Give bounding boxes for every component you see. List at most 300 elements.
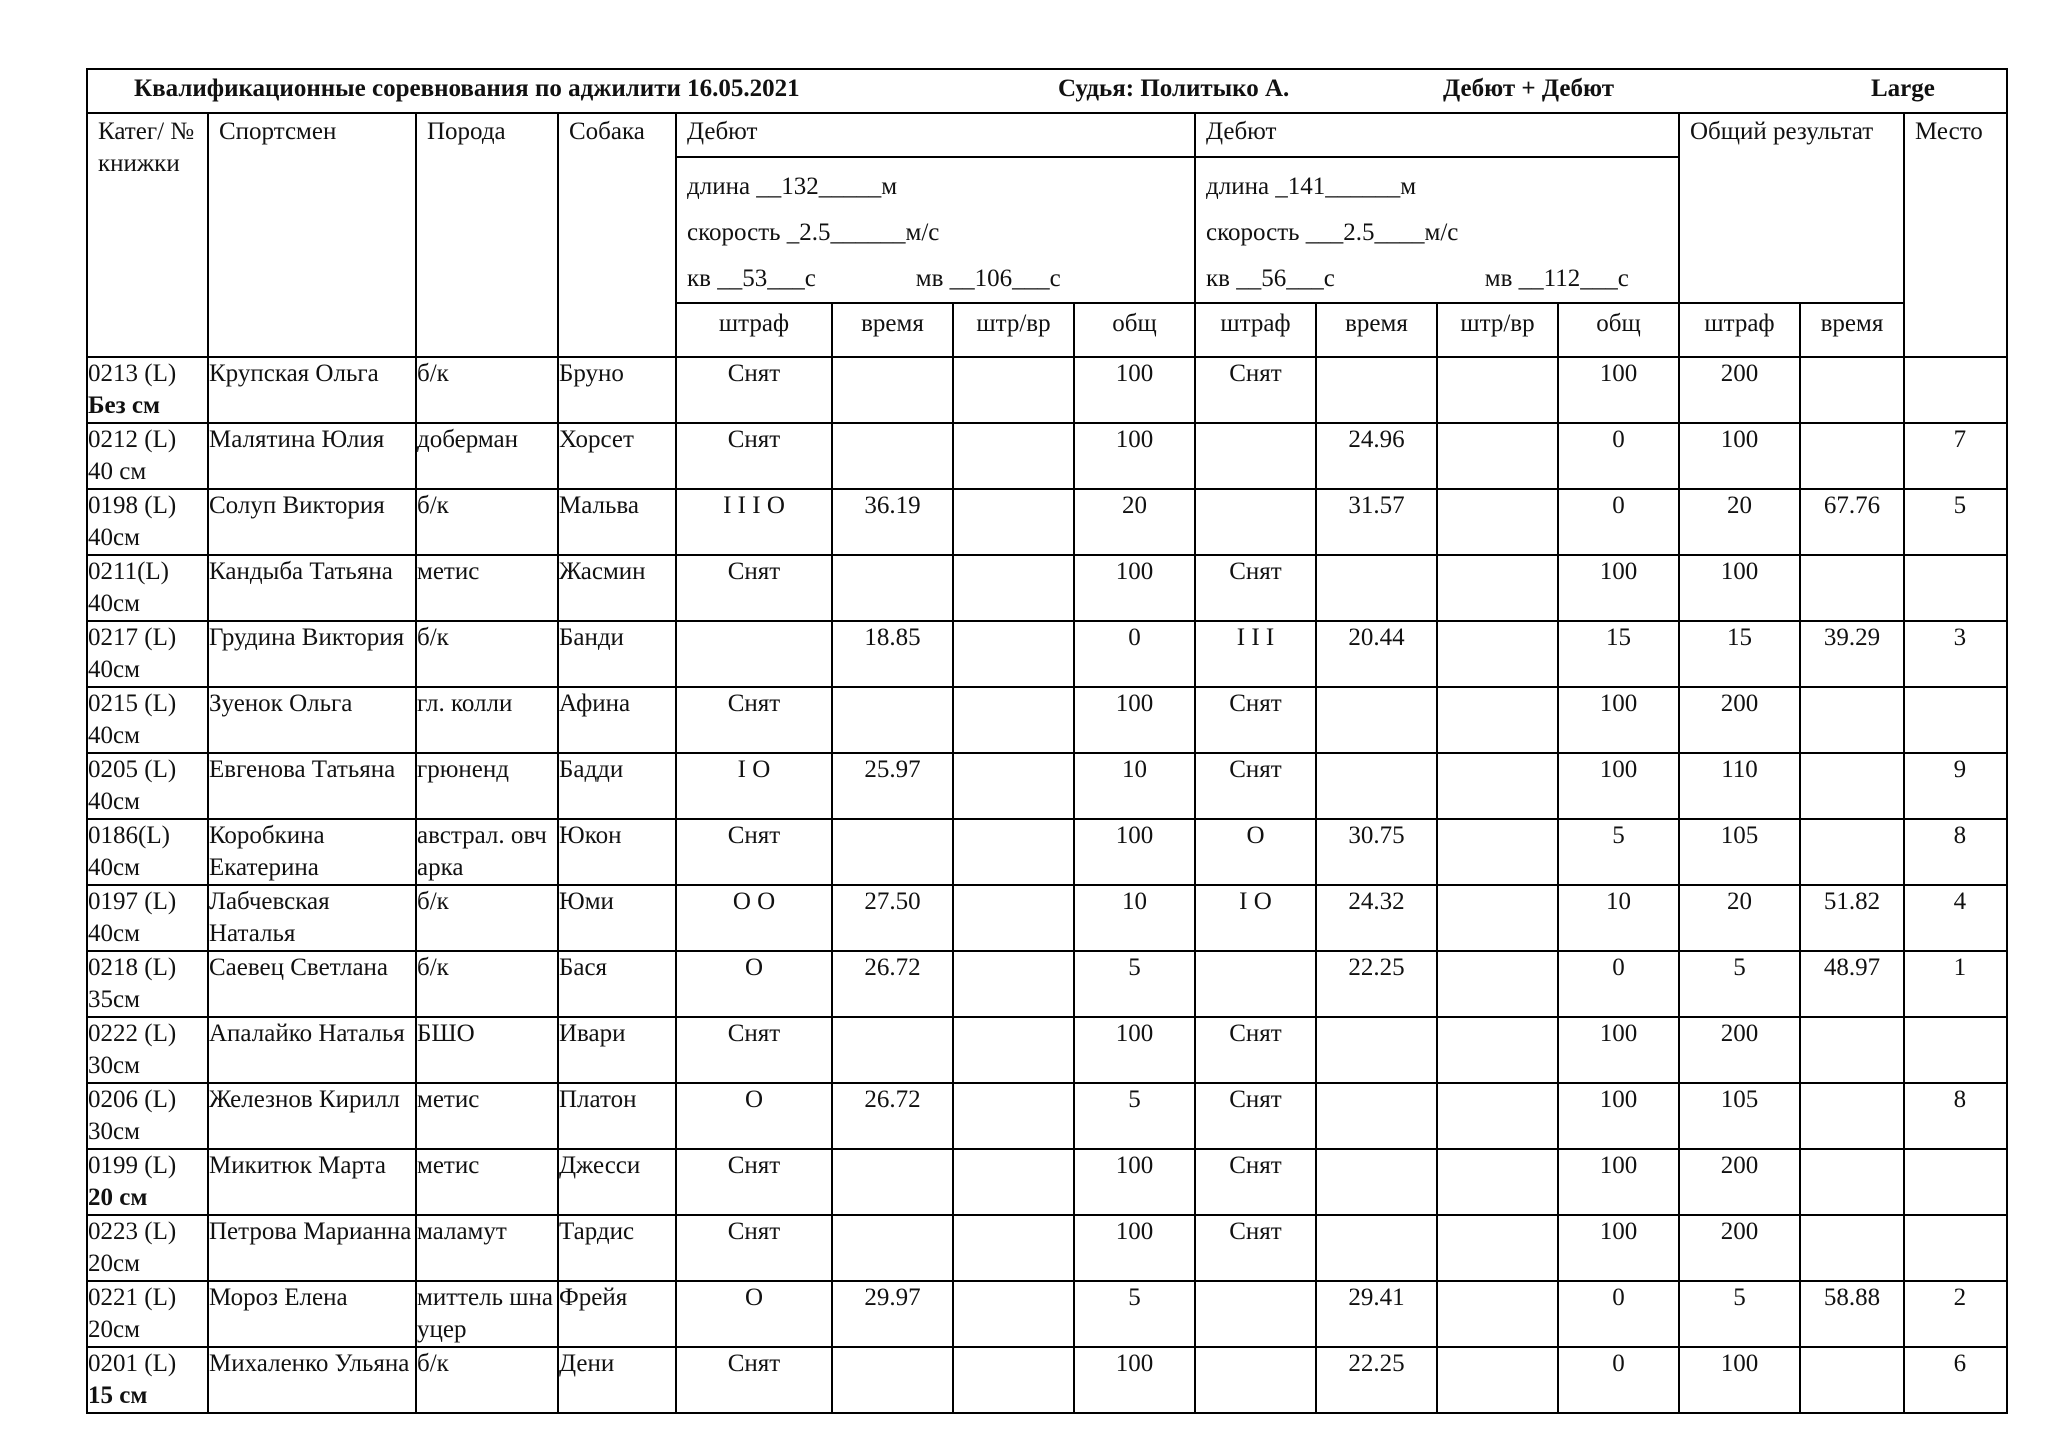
category-cell — [87, 1281, 208, 1347]
total-penalty: 20 — [1679, 489, 1800, 555]
table-row — [87, 357, 2007, 423]
round2-time — [1316, 1149, 1437, 1215]
place — [1904, 555, 2007, 621]
dog-name: Жасмин — [558, 555, 676, 621]
col-athlete-header: Спортсмен — [208, 113, 416, 357]
round1-sum: 10 — [1074, 885, 1195, 951]
round1-sum-header: общ — [1074, 303, 1195, 357]
total-time: 39.29 — [1800, 621, 1904, 687]
dog-height: 20см — [88, 1250, 140, 1277]
round1-time — [832, 1017, 953, 1083]
round2-time — [1316, 1215, 1437, 1281]
category-cell — [87, 687, 208, 753]
round2-sum: 0 — [1558, 423, 1679, 489]
category-cell — [87, 819, 208, 885]
dog-name: Бася — [558, 951, 676, 1017]
total-time — [1800, 687, 1904, 753]
col-category-header: Катег/ № книжки — [87, 113, 208, 357]
total-time — [1800, 1017, 1904, 1083]
round2-time: 24.32 — [1316, 885, 1437, 951]
athlete-name: Коробкина Екатерина — [208, 819, 416, 885]
dog-name: Бадди — [558, 753, 676, 819]
round2-pentime-header: штр/вр — [1437, 303, 1558, 357]
round2-penalty: Снят — [1195, 357, 1316, 423]
athlete-name: Кандыба Татьяна — [208, 555, 416, 621]
total-time: 67.76 — [1800, 489, 1904, 555]
total-time — [1800, 1083, 1904, 1149]
dog-name: Платон — [558, 1083, 676, 1149]
athlete-name: Петрова Марианна — [208, 1215, 416, 1281]
round1-penalty: Снят — [676, 819, 832, 885]
place — [1904, 1149, 2007, 1215]
book-number: 0215 (L) — [88, 690, 177, 717]
athlete-name: Зуенок Ольга — [208, 687, 416, 753]
category-cell — [87, 357, 208, 423]
results-table — [86, 68, 2008, 1414]
round1-time — [832, 1215, 953, 1281]
athlete-name: Солуп Виктория — [208, 489, 416, 555]
book-number: 0199 (L) — [88, 1152, 177, 1179]
round1-sum: 100 — [1074, 357, 1195, 423]
athlete-name: Апалайко Наталья — [208, 1017, 416, 1083]
breed: метис — [416, 1149, 558, 1215]
round2-sum-header: общ — [1558, 303, 1679, 357]
breed: б/к — [416, 1347, 558, 1413]
total-time — [1800, 1215, 1904, 1281]
round2-penalty: I O — [1195, 885, 1316, 951]
round2-penalty — [1195, 423, 1316, 489]
place: 7 — [1904, 423, 2007, 489]
table-row — [87, 555, 2007, 621]
round1-time — [832, 357, 953, 423]
total-time — [1800, 819, 1904, 885]
round1-pentime — [953, 1149, 1074, 1215]
round2-time — [1316, 753, 1437, 819]
round1-sum: 100 — [1074, 819, 1195, 885]
breed: гл. колли — [416, 687, 558, 753]
athlete-name: Грудина Виктория — [208, 621, 416, 687]
book-number: 0206 (L) — [88, 1086, 177, 1113]
round1-pentime — [953, 555, 1074, 621]
round1-pentime — [953, 951, 1074, 1017]
category-cell — [87, 423, 208, 489]
table-row — [87, 753, 2007, 819]
round2-pentime — [1437, 423, 1558, 489]
round1-pentime — [953, 885, 1074, 951]
round1-penalty: O — [676, 951, 832, 1017]
round2-penalty: Снят — [1195, 1215, 1316, 1281]
total-penalty: 100 — [1679, 1347, 1800, 1413]
round1-penalty: Снят — [676, 1347, 832, 1413]
dog-height: 40 см — [88, 458, 147, 485]
dog-name: Ивари — [558, 1017, 676, 1083]
total-time — [1800, 753, 1904, 819]
category-cell — [87, 1215, 208, 1281]
round1-pentime — [953, 1347, 1074, 1413]
breed: б/к — [416, 357, 558, 423]
round1-time — [832, 1347, 953, 1413]
breed: метис — [416, 555, 558, 621]
book-number: 0197 (L) — [88, 888, 177, 915]
athlete-name: Микитюк Марта — [208, 1149, 416, 1215]
round2-time — [1316, 357, 1437, 423]
dog-name: Дени — [558, 1347, 676, 1413]
round2-penalty: Снят — [1195, 687, 1316, 753]
round2-sum: 0 — [1558, 489, 1679, 555]
round1-sum: 5 — [1074, 1281, 1195, 1347]
total-penalty: 200 — [1679, 1215, 1800, 1281]
round2-time — [1316, 1083, 1437, 1149]
format-label: Дебют + Дебют — [1443, 75, 1615, 102]
round1-penalty: Снят — [676, 555, 832, 621]
total-penalty: 200 — [1679, 1149, 1800, 1215]
total-time — [1800, 357, 1904, 423]
round1-pentime — [953, 819, 1074, 885]
dog-height: 40см — [88, 656, 140, 683]
round1-penalty: Снят — [676, 423, 832, 489]
table-row — [87, 1347, 2007, 1413]
total-penalty: 110 — [1679, 753, 1800, 819]
round2-sum: 0 — [1558, 1347, 1679, 1413]
book-number: 0198 (L) — [88, 492, 177, 519]
round2-penalty: Снят — [1195, 753, 1316, 819]
dog-height: 30см — [88, 1118, 140, 1145]
round2-pentime — [1437, 753, 1558, 819]
round1-sum: 5 — [1074, 951, 1195, 1017]
round1-penalty: I I I O — [676, 489, 832, 555]
place: 9 — [1904, 753, 2007, 819]
round2-pentime — [1437, 1347, 1558, 1413]
book-number: 0201 (L) — [88, 1350, 177, 1377]
round1-time: 36.19 — [832, 489, 953, 555]
book-number: 0186(L) — [88, 822, 170, 849]
round1-penalty-header: штраф — [676, 303, 832, 357]
athlete-name: Железнов Кирилл — [208, 1083, 416, 1149]
round2-sum: 100 — [1558, 357, 1679, 423]
round1-time: 25.97 — [832, 753, 953, 819]
round1-penalty: Снят — [676, 1215, 832, 1281]
total-penalty: 5 — [1679, 1281, 1800, 1347]
round2-pentime — [1437, 885, 1558, 951]
round2-time-header: время — [1316, 303, 1437, 357]
round1-time: 26.72 — [832, 1083, 953, 1149]
place: 6 — [1904, 1347, 2007, 1413]
round1-sum: 5 — [1074, 1083, 1195, 1149]
breed: австрал. овчарка — [416, 819, 558, 885]
round2-speed: скорость ___2.5____м/с — [1206, 219, 1459, 246]
round1-time — [832, 555, 953, 621]
book-number: 0222 (L) — [88, 1020, 177, 1047]
dog-height: 40см — [88, 788, 140, 815]
book-number: 0212 (L) — [88, 426, 177, 453]
round2-sct: кв __56___с — [1206, 265, 1335, 292]
round2-sum: 100 — [1558, 687, 1679, 753]
title-bar — [87, 69, 2007, 113]
athlete-name: Евгенова Татьяна — [208, 753, 416, 819]
round2-penalty — [1195, 1281, 1316, 1347]
round2-penalty: Снят — [1195, 1083, 1316, 1149]
dog-height: 40см — [88, 854, 140, 881]
round2-sum: 10 — [1558, 885, 1679, 951]
round1-penalty: Снят — [676, 1017, 832, 1083]
round2-mct: мв __112___с — [1484, 265, 1629, 292]
category-cell — [87, 555, 208, 621]
book-number: 0218 (L) — [88, 954, 177, 981]
col-breed-header: Порода — [416, 113, 558, 357]
round2-time — [1316, 1017, 1437, 1083]
category-cell — [87, 753, 208, 819]
dog-height: 20 см — [88, 1184, 148, 1211]
round2-time: 22.25 — [1316, 951, 1437, 1017]
class-label: Large — [1871, 75, 1935, 102]
round2-penalty: Снят — [1195, 1149, 1316, 1215]
place: 3 — [1904, 621, 2007, 687]
round2-pentime — [1437, 951, 1558, 1017]
total-time: 51.82 — [1800, 885, 1904, 951]
round2-pentime — [1437, 1281, 1558, 1347]
round2-penalty-header: штраф — [1195, 303, 1316, 357]
table-row — [87, 687, 2007, 753]
round1-pentime — [953, 1281, 1074, 1347]
breed: БШО — [416, 1017, 558, 1083]
judge-label: Судья: Политыко А. — [1058, 75, 1290, 102]
category-cell — [87, 1017, 208, 1083]
dog-name: Юми — [558, 885, 676, 951]
round2-sum: 0 — [1558, 1281, 1679, 1347]
place: 8 — [1904, 1083, 2007, 1149]
round2-sum: 100 — [1558, 1017, 1679, 1083]
breed: б/к — [416, 951, 558, 1017]
total-penalty: 200 — [1679, 1017, 1800, 1083]
table-row — [87, 489, 2007, 555]
round1-time: 18.85 — [832, 621, 953, 687]
place: 5 — [1904, 489, 2007, 555]
athlete-name: Лабчевская Наталья — [208, 885, 416, 951]
total-time-header: время — [1800, 303, 1904, 357]
dog-height: 30см — [88, 1052, 140, 1079]
round2-pentime — [1437, 1215, 1558, 1281]
total-time — [1800, 423, 1904, 489]
dog-height: 40см — [88, 590, 140, 617]
round2-pentime — [1437, 555, 1558, 621]
round2-pentime — [1437, 819, 1558, 885]
dog-height: 35см — [88, 986, 140, 1013]
athlete-name: Саевец Светлана — [208, 951, 416, 1017]
round2-sum: 100 — [1558, 1149, 1679, 1215]
round1-pentime — [953, 621, 1074, 687]
place — [1904, 357, 2007, 423]
place — [1904, 1215, 2007, 1281]
round2-time: 30.75 — [1316, 819, 1437, 885]
table-row — [87, 1149, 2007, 1215]
round1-penalty: Снят — [676, 687, 832, 753]
dog-height: 40см — [88, 722, 140, 749]
round2-penalty — [1195, 489, 1316, 555]
round2-length: длина _141______м — [1206, 173, 1417, 200]
dog-height: Без см — [88, 392, 161, 419]
round1-time — [832, 1149, 953, 1215]
round1-time — [832, 423, 953, 489]
col-place-header: Место — [1904, 113, 2007, 357]
total-time: 58.88 — [1800, 1281, 1904, 1347]
table-row — [87, 423, 2007, 489]
round2-pentime — [1437, 357, 1558, 423]
place: 2 — [1904, 1281, 2007, 1347]
place: 1 — [1904, 951, 2007, 1017]
total-penalty: 20 — [1679, 885, 1800, 951]
athlete-name: Крупская Ольга — [208, 357, 416, 423]
total-penalty: 105 — [1679, 1083, 1800, 1149]
dog-name: Юкон — [558, 819, 676, 885]
total-time: 48.97 — [1800, 951, 1904, 1017]
dog-name: Фрейя — [558, 1281, 676, 1347]
round1-sum: 20 — [1074, 489, 1195, 555]
round1-penalty: Снят — [676, 1149, 832, 1215]
round1-length: длина __132_____м — [687, 173, 898, 200]
round2-time: 24.96 — [1316, 423, 1437, 489]
total-penalty: 200 — [1679, 687, 1800, 753]
dog-name: Джесси — [558, 1149, 676, 1215]
book-number: 0217 (L) — [88, 624, 177, 651]
competition-title: Квалификационные соревнования по аджилити 16.05.2021 — [134, 75, 800, 102]
table-row — [87, 621, 2007, 687]
round2-sum: 0 — [1558, 951, 1679, 1017]
table-row — [87, 1017, 2007, 1083]
athlete-name: Мороз Елена — [208, 1281, 416, 1347]
round1-time-header: время — [832, 303, 953, 357]
dog-height: 40см — [88, 920, 140, 947]
dog-height: 40см — [88, 524, 140, 551]
round2-penalty: Снят — [1195, 1017, 1316, 1083]
place — [1904, 687, 2007, 753]
round2-sum: 15 — [1558, 621, 1679, 687]
breed: б/к — [416, 885, 558, 951]
athlete-name: Малятина Юлия — [208, 423, 416, 489]
round1-params — [676, 157, 1195, 303]
round2-sum: 100 — [1558, 555, 1679, 621]
round2-time: 20.44 — [1316, 621, 1437, 687]
round1-time — [832, 687, 953, 753]
round2-pentime — [1437, 621, 1558, 687]
table-row — [87, 951, 2007, 1017]
dog-name: Бруно — [558, 357, 676, 423]
total-penalty: 200 — [1679, 357, 1800, 423]
round2-penalty — [1195, 951, 1316, 1017]
table-row — [87, 1281, 2007, 1347]
dog-name: Банди — [558, 621, 676, 687]
round1-pentime — [953, 423, 1074, 489]
round1-pentime-header: штр/вр — [953, 303, 1074, 357]
round1-penalty: Снят — [676, 357, 832, 423]
round1-penalty: O — [676, 1281, 832, 1347]
round1-penalty: O — [676, 1083, 832, 1149]
round2-penalty — [1195, 1347, 1316, 1413]
total-result-header: Общий результат — [1679, 113, 1904, 303]
round2-sum: 5 — [1558, 819, 1679, 885]
athlete-name: Михаленко Ульяна — [208, 1347, 416, 1413]
total-penalty: 100 — [1679, 555, 1800, 621]
round1-sum: 100 — [1074, 1017, 1195, 1083]
dog-height: 15 см — [88, 1382, 148, 1409]
round1-sum: 100 — [1074, 1215, 1195, 1281]
round1-sum: 100 — [1074, 1347, 1195, 1413]
total-time — [1800, 1149, 1904, 1215]
round1-sct: кв __53___с — [687, 265, 816, 292]
round2-time — [1316, 687, 1437, 753]
round2-sum: 100 — [1558, 753, 1679, 819]
round2-time: 31.57 — [1316, 489, 1437, 555]
round1-time: 26.72 — [832, 951, 953, 1017]
total-time — [1800, 1347, 1904, 1413]
total-penalty: 15 — [1679, 621, 1800, 687]
round1-sum: 0 — [1074, 621, 1195, 687]
total-time — [1800, 555, 1904, 621]
table-row — [87, 1215, 2007, 1281]
dog-name: Афина — [558, 687, 676, 753]
book-number: 0213 (L) — [88, 360, 177, 387]
col-dog-header: Собака — [558, 113, 676, 357]
breed: грюненд — [416, 753, 558, 819]
round1-pentime — [953, 1215, 1074, 1281]
round1-time: 27.50 — [832, 885, 953, 951]
place: 4 — [1904, 885, 2007, 951]
round1-pentime — [953, 1017, 1074, 1083]
table-row — [87, 819, 2007, 885]
round2-header: Дебют — [1195, 113, 1679, 157]
category-cell — [87, 1083, 208, 1149]
round2-penalty: Снят — [1195, 555, 1316, 621]
dog-name: Хорсет — [558, 423, 676, 489]
breed: маламут — [416, 1215, 558, 1281]
round2-params — [1195, 157, 1679, 303]
round2-pentime — [1437, 687, 1558, 753]
round2-time: 29.41 — [1316, 1281, 1437, 1347]
round1-sum: 10 — [1074, 753, 1195, 819]
round1-penalty: I O — [676, 753, 832, 819]
round1-pentime — [953, 1083, 1074, 1149]
round1-pentime — [953, 489, 1074, 555]
round1-time — [832, 819, 953, 885]
book-number: 0205 (L) — [88, 756, 177, 783]
round1-speed: скорость _2.5______м/с — [687, 219, 940, 246]
breed: б/к — [416, 621, 558, 687]
round1-sum: 100 — [1074, 687, 1195, 753]
place — [1904, 1017, 2007, 1083]
round2-sum: 100 — [1558, 1215, 1679, 1281]
table-row — [87, 1083, 2007, 1149]
round2-pentime — [1437, 1017, 1558, 1083]
breed: миттель шнауцер — [416, 1281, 558, 1347]
round1-penalty — [676, 621, 832, 687]
category-cell — [87, 1149, 208, 1215]
round2-pentime — [1437, 1149, 1558, 1215]
round2-time: 22.25 — [1316, 1347, 1437, 1413]
category-cell — [87, 951, 208, 1017]
round2-penalty: I I I — [1195, 621, 1316, 687]
dog-name: Мальва — [558, 489, 676, 555]
total-penalty: 105 — [1679, 819, 1800, 885]
place: 8 — [1904, 819, 2007, 885]
book-number: 0221 (L) — [88, 1284, 177, 1311]
round1-sum: 100 — [1074, 1149, 1195, 1215]
round2-time — [1316, 555, 1437, 621]
breed: доберман — [416, 423, 558, 489]
dog-height: 20см — [88, 1316, 140, 1343]
book-number: 0211(L) — [88, 558, 169, 585]
category-cell — [87, 885, 208, 951]
round2-pentime — [1437, 489, 1558, 555]
round1-header: Дебют — [676, 113, 1195, 157]
